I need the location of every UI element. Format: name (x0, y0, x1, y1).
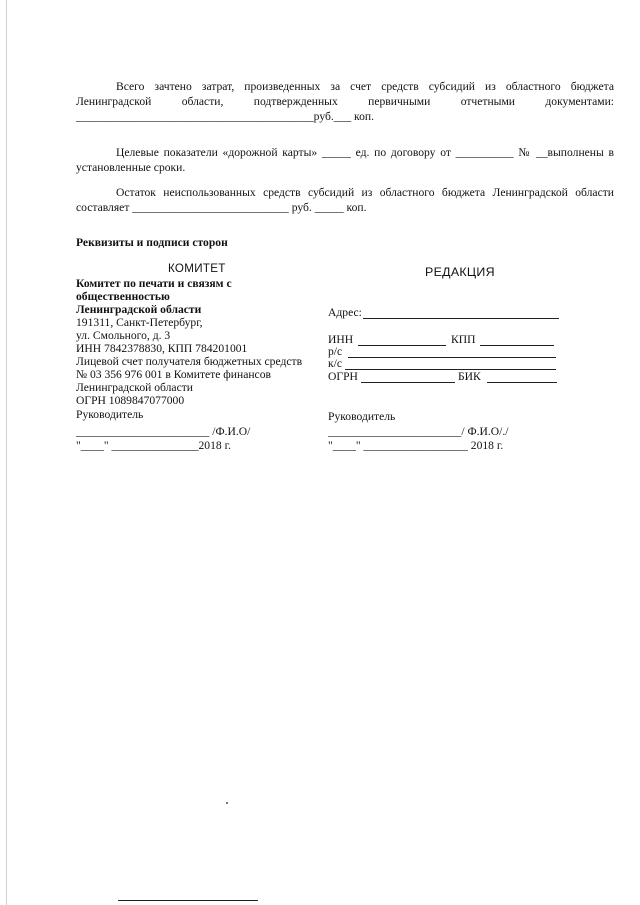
scan-edge-line (6, 0, 7, 905)
editorial-inn-label: ИНН (328, 333, 354, 346)
editorial-rs-blank (348, 357, 556, 358)
editorial-ogrn-label: ОГРН (328, 370, 358, 383)
expenses-line-3: _________________________________________руб.___ коп. (76, 110, 374, 123)
editorial-date-line: "____" __________________ 2018 г. (328, 439, 504, 452)
editorial-bik-label: БИК (458, 370, 481, 383)
requisites-title: Реквизиты и подписи сторон (76, 236, 228, 249)
editorial-ks-blank (345, 369, 556, 370)
committee-heading: КОМИТЕТ (168, 262, 226, 275)
committee-ogrn: ОГРН 1089847077000 (76, 394, 185, 407)
roadmap-paragraph (76, 145, 614, 175)
remainder-line-2: составляет ___________________________ руб. _____ коп. (76, 201, 367, 214)
committee-account-line-2: № 03 356 976 001 в Комитете финансов (76, 368, 271, 381)
expenses-line-2: Ленинградской области, подтвержденных первичными отчетными документами: (76, 95, 614, 108)
committee-account-line-3: Ленинградской области (76, 381, 193, 394)
expenses-line-1: Всего зачтено затрат, произведенных за счет средств субсидий из областного бюджета (116, 80, 614, 93)
committee-head-label: Руководитель (76, 408, 144, 421)
committee-name-line-2: общественностью (76, 290, 170, 303)
roadmap-line-2: установленные сроки. (76, 161, 186, 174)
editorial-signature-line: _______________________/ Ф.И.О/./ (328, 425, 509, 438)
editorial-kpp-label: КПП (451, 333, 476, 346)
editorial-head-label: Руководитель (328, 410, 396, 423)
committee-signature-line: _______________________ /Ф.И.О/ (76, 425, 251, 438)
editorial-ks-label: к/с (328, 357, 342, 370)
remainder-line-1: Остаток неиспользованных средств субсидий из областного бюджета Ленинградской области (116, 186, 614, 199)
bottom-rule (118, 900, 258, 901)
committee-inn-kpp: ИНН 7842378830, КПП 784201001 (76, 342, 248, 355)
remainder-paragraph (76, 185, 614, 215)
scan-speck (226, 802, 228, 804)
editorial-kpp-blank (480, 345, 554, 346)
editorial-inn-blank (358, 345, 446, 346)
editorial-rs-label: р/с (328, 345, 343, 358)
committee-name-line-1: Комитет по печати и связям с (76, 277, 232, 290)
expenses-paragraph (76, 79, 614, 124)
committee-date-line: "____" _______________2018 г. (76, 439, 231, 452)
editorial-heading: РЕДАКЦИЯ (425, 265, 495, 279)
editorial-address-blank (363, 318, 559, 319)
editorial-ogrn-blank (361, 382, 455, 383)
committee-address-line-1: 191311, Санкт-Петербург, (76, 316, 203, 329)
committee-name-line-3: Ленинградской области (76, 303, 202, 316)
editorial-address-label: Адрес: (328, 306, 362, 319)
committee-address-line-2: ул. Смольного, д. 3 (76, 329, 171, 342)
roadmap-line-1: Целевые показатели «дорожной карты» _____ ед. по договору от __________ № __выполнены в (116, 146, 614, 159)
editorial-bik-blank (487, 382, 557, 383)
committee-account-line-1: Лицевой счет получателя бюджетных средств (76, 355, 303, 368)
